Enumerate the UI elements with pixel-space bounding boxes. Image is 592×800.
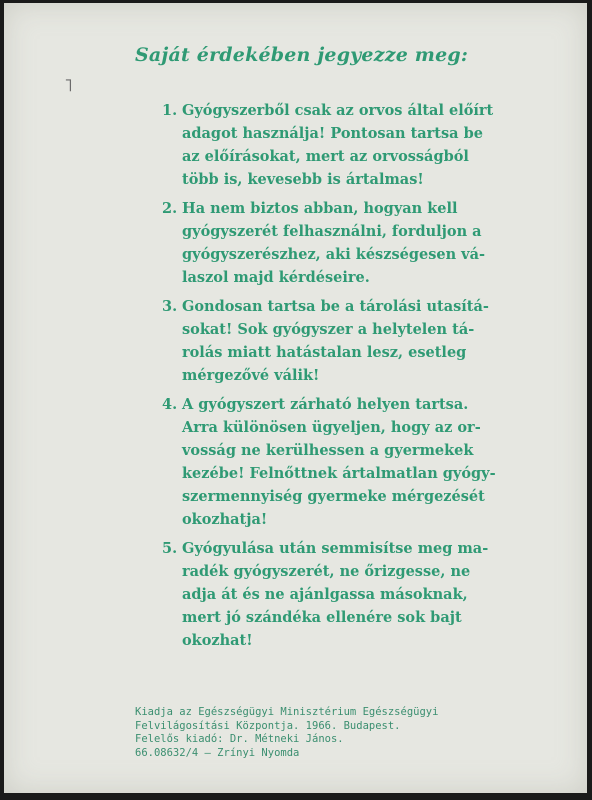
imprint-line: Felvilágosítási Központja. 1966. Budapest. bbox=[135, 719, 401, 732]
leaflet-title: Saját érdekében jegyezze meg: bbox=[135, 44, 469, 66]
item-text: A gyógyszert zárható helyen tartsa. Arra különösen ügyeljen, hogy az or- vosság ne kerülhessen a gyermekek kezébe! Felnőttnek ártalmatlan gyógy- szermennyiség gyermeke mérgezését okozhatja! bbox=[182, 396, 496, 528]
advice-item bbox=[162, 197, 522, 289]
imprint-line: Kiadja az Egészségügyi Minisztérium Egészségügyi bbox=[135, 706, 439, 718]
imprint-line: 66.08632/4 — Zrínyi Nyomda bbox=[135, 746, 300, 759]
leaflet-page bbox=[4, 3, 587, 793]
pencil-mark-icon: ˥ bbox=[64, 75, 73, 96]
advice-item bbox=[162, 537, 522, 652]
item-number: 2. bbox=[162, 200, 178, 217]
item-text: Gondosan tartsa be a tárolási utasítá- sokat! Sok gyógyszer a helytelen tá- rolás miatt hatástalan lesz, esetleg mérgezővé válik! bbox=[182, 298, 489, 384]
advice-list bbox=[162, 99, 522, 658]
item-number: 3. bbox=[162, 298, 178, 315]
publisher-imprint bbox=[135, 706, 535, 760]
advice-item bbox=[162, 99, 522, 191]
item-number: 4. bbox=[162, 396, 178, 413]
item-number: 5. bbox=[162, 540, 178, 557]
item-text: Ha nem biztos abban, hogyan kell gyógyszerét felhasználni, forduljon a gyógyszerészhez, aki készségesen vá- laszol majd kérdéseire. bbox=[182, 200, 486, 286]
imprint-line: Felelős kiadó: Dr. Métneki János. bbox=[135, 733, 344, 745]
advice-item bbox=[162, 295, 522, 387]
item-number: 1. bbox=[162, 102, 178, 119]
advice-item bbox=[162, 393, 522, 531]
item-text: Gyógyszerből csak az orvos által előírt adagot használja! Pontosan tartsa be az előírásokat, mert az orvosságból több is, kevesebb is ártalmas! bbox=[182, 102, 494, 188]
item-text: Gyógyulása után semmisítse meg ma- radék gyógyszerét, ne őrizgesse, ne adja át és ne ajánlgassa másoknak, mert jó szándéka ellenére sok bajt okozhat! bbox=[182, 540, 489, 649]
